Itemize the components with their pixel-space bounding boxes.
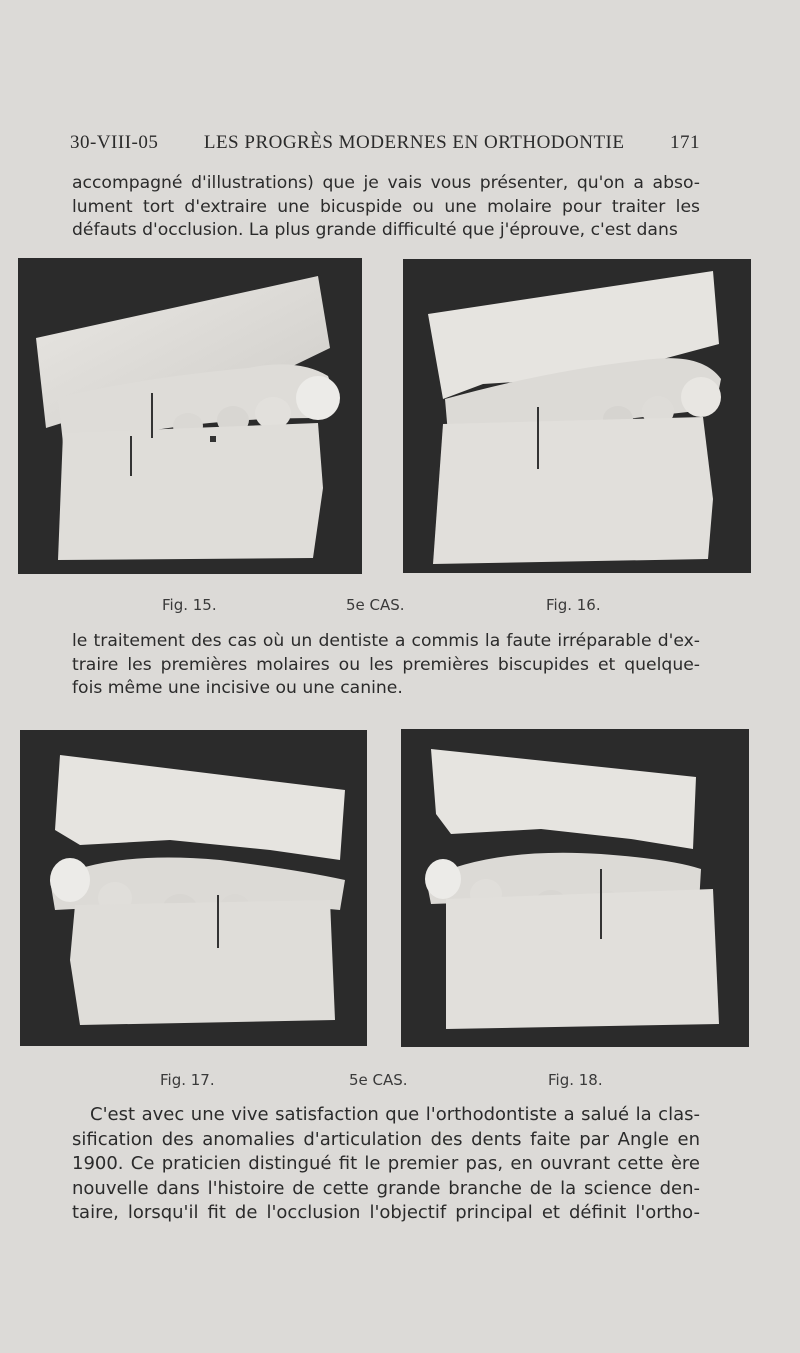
figure-15-caption: Fig. 15.	[162, 596, 217, 614]
header-title: LES PROGRÈS MODERNES EN ORTHODONTIE	[203, 132, 625, 153]
figure-16-caption: Fig. 16.	[546, 596, 601, 614]
figure-16-photo	[403, 259, 751, 573]
text-line: défauts d'occlusion. La plus grande difficulté que j'éprouve, c'est dans	[72, 220, 678, 240]
dental-cast-image	[18, 258, 362, 574]
figure-15-photo	[18, 258, 362, 574]
text-line: fois même une incisive ou une canine.	[72, 678, 403, 698]
case-label: 5e CAS.	[346, 596, 405, 614]
paragraph-1	[72, 172, 700, 243]
text-line: taire, lorsqu'il fit de l'occlusion l'objectif principal et définit l'ortho-	[72, 1202, 700, 1223]
text-line: lument tort d'extraire une bicuspide ou une molaire pour traiter les	[72, 196, 700, 217]
text-line: traire les premières molaires ou les premières biscupides et quelque-	[72, 654, 700, 675]
figure-17-caption: Fig. 17.	[160, 1071, 215, 1089]
page-number: 171	[669, 132, 700, 153]
dental-cast-image	[403, 259, 751, 573]
dental-cast-image	[20, 730, 367, 1046]
dental-cast-image	[401, 729, 749, 1047]
figure-18-caption: Fig. 18.	[548, 1071, 603, 1089]
figure-17-photo	[20, 730, 367, 1046]
running-header	[70, 132, 700, 154]
text-line: nouvelle dans l'histoire de cette grande branche de la science den-	[72, 1177, 700, 1199]
paragraph-2	[72, 630, 700, 701]
text-line: 1900. Ce praticien distingué fit le premier pas, en ouvrant cette ère	[72, 1153, 700, 1174]
text-line: C'est avec une vive satisfaction que l'orthodontiste a salué la clas-	[90, 1104, 700, 1125]
header-date: 30-VIII-05	[70, 132, 159, 153]
case-label: 5e CAS.	[349, 1071, 408, 1089]
figure-18-photo	[401, 729, 749, 1047]
paragraph-3	[72, 1103, 700, 1226]
text-line: sification des anomalies d'articulation des dents faite par Angle en	[72, 1128, 700, 1150]
text-line: le traitement des cas où un dentiste a commis la faute irréparable d'ex-	[72, 631, 700, 651]
text-line: accompagné d'illustrations) que je vais vous présenter, qu'on a abso-	[72, 173, 700, 193]
